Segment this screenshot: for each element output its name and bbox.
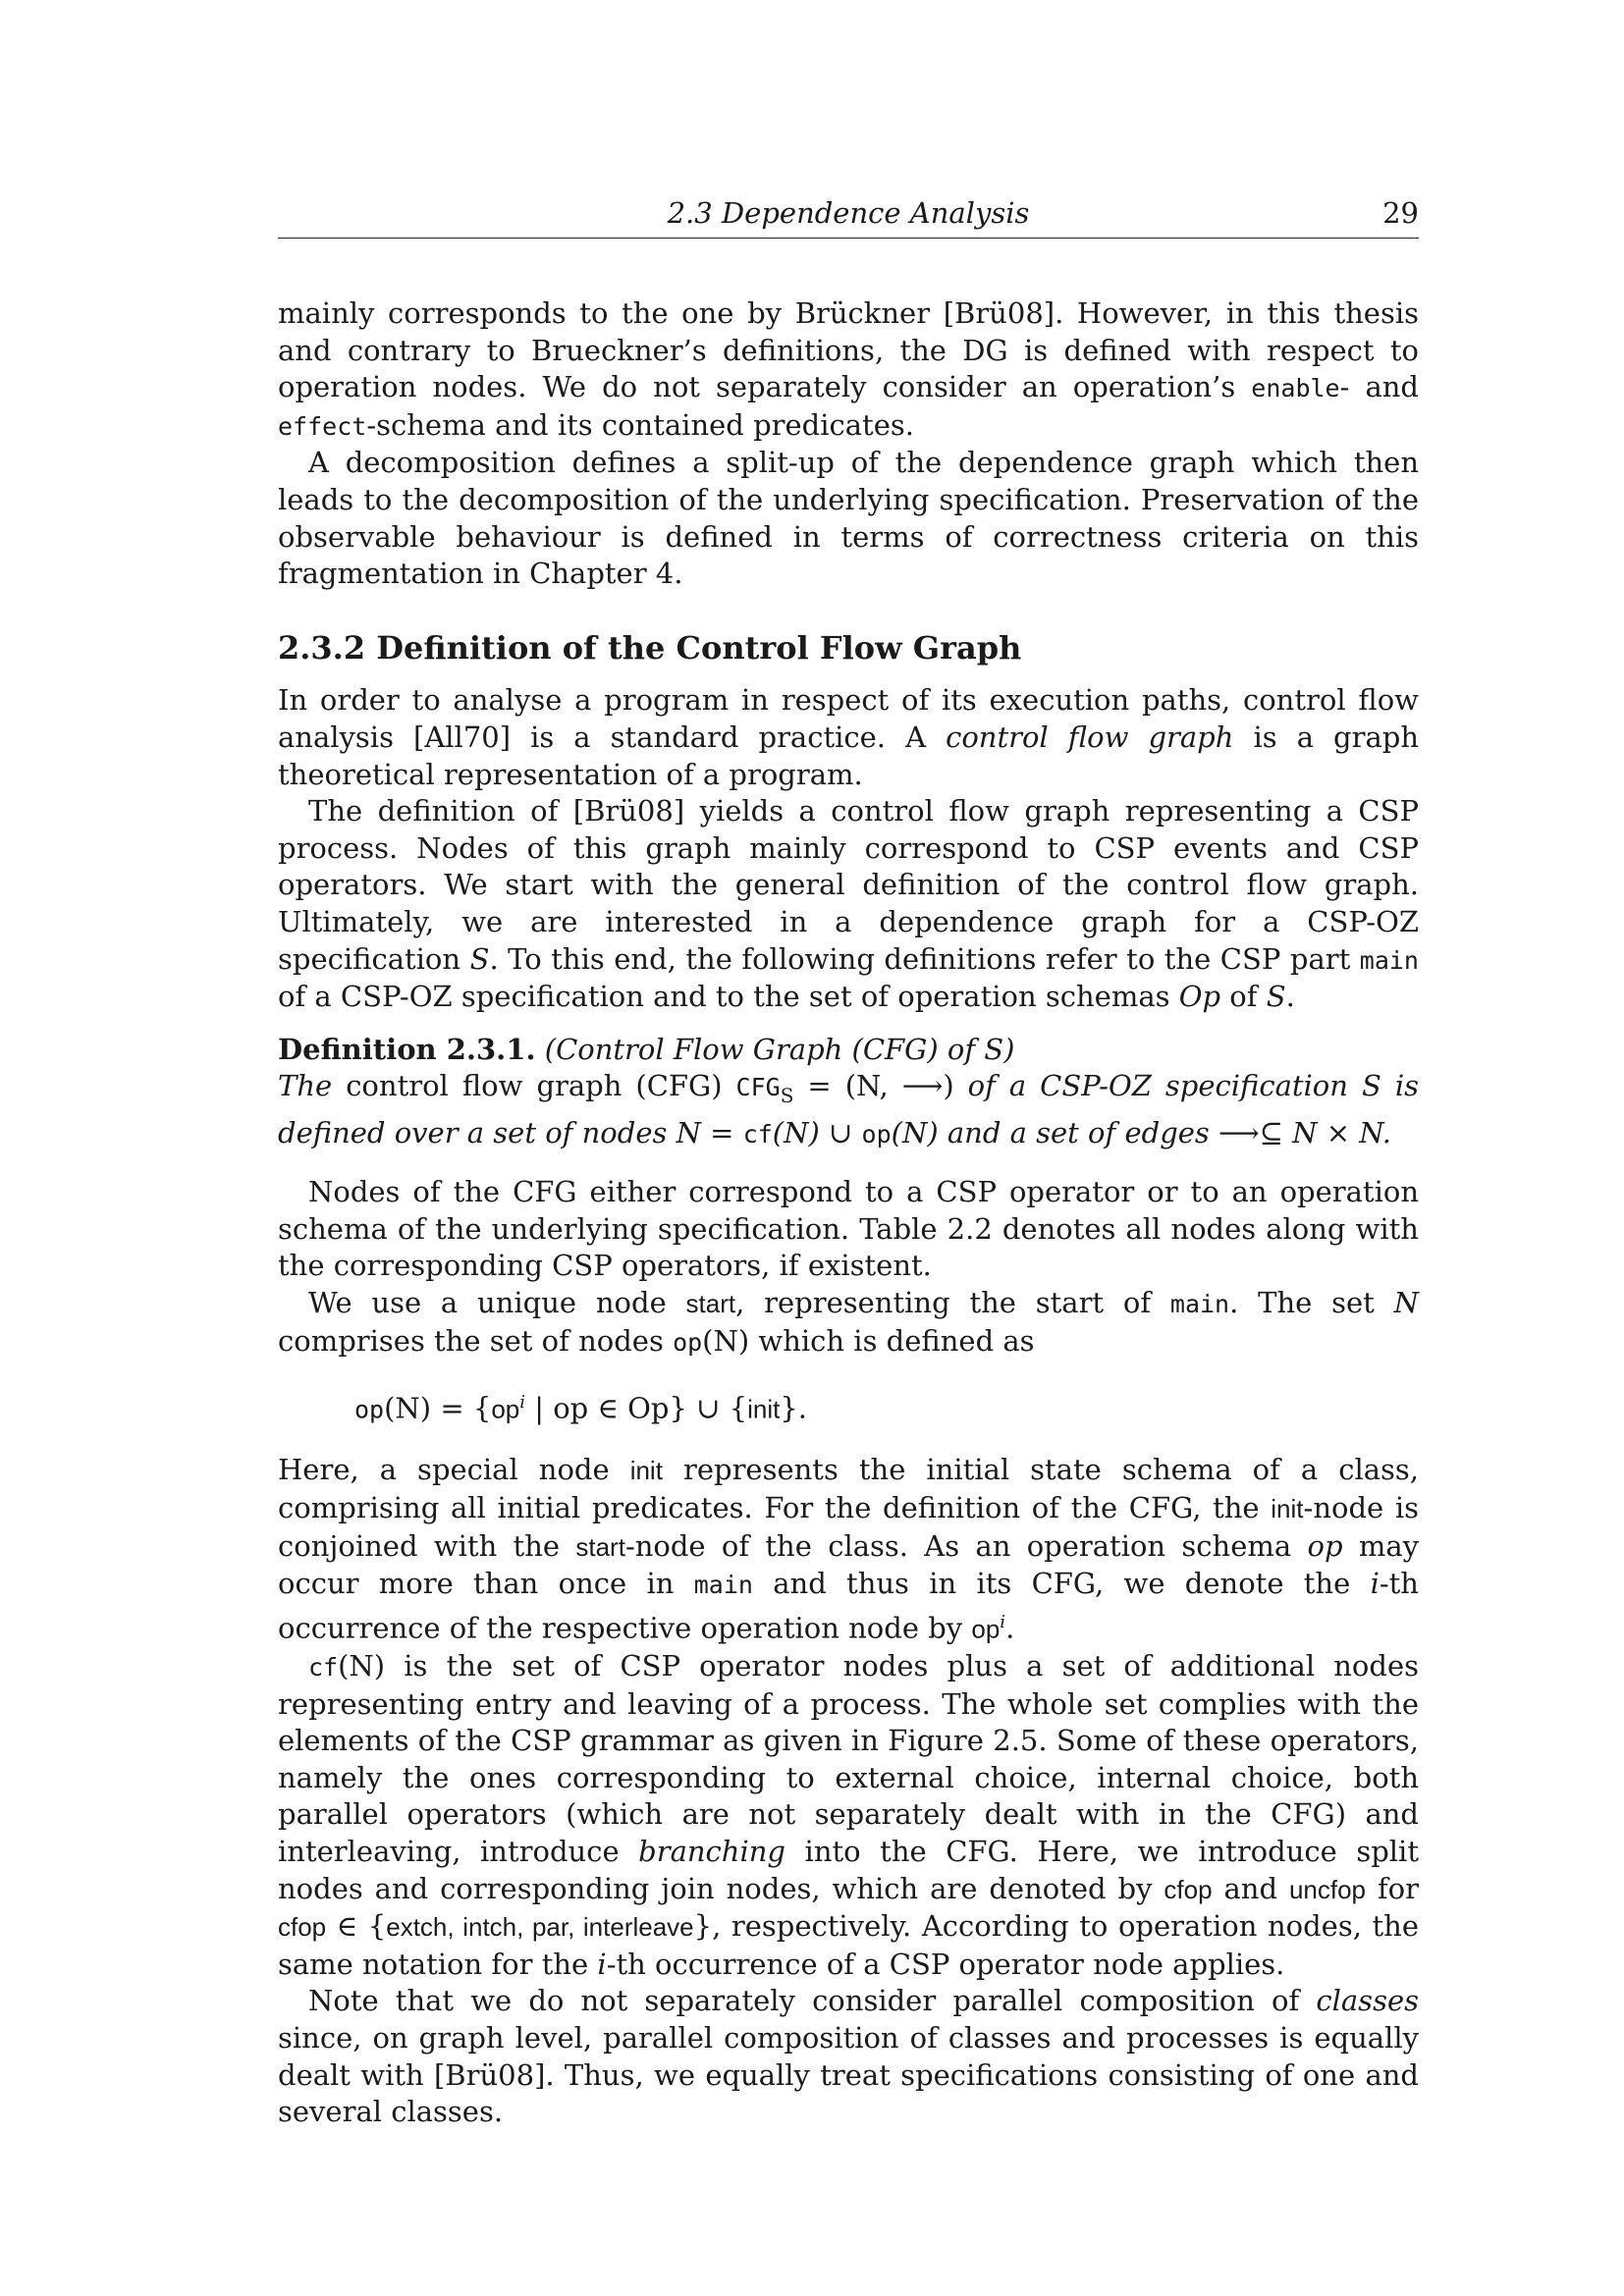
definition-body: The control flow graph (CFG) $CFG_S = (N$, ⟶) of a CSP-OZ specification S is defined over a set of nodes N = cf(N) ∪ op(N) and a set of edges ⟶⊆ N × N. (278, 1069, 1419, 1149)
code-enable: enable (1251, 374, 1340, 403)
paragraph-9: Note that we do not separately consider parallel composition of classes since, on graph level, parallel composition of classes and processes is equally dealt with [Brü08]. Thus, we equally treat specifications consisting of one and several classes. (278, 1984, 1419, 2129)
definition-label: Definition 2.3.1. (278, 1032, 536, 1066)
definition-title: Definition 2.3.1. (Control Flow Graph (CFG) of S) (278, 1032, 1015, 1066)
paragraph-7: Here, a special node init represents the initial state schema of a class, comprising all initial predicates. For the definition of the CFG, the init-node is conjoined with the start-node of the class. As an operation schema op may occur more than once in main and thus in its CFG, we denote the i-th occurrence of the respective operation node by $op^i$. (278, 1453, 1419, 1645)
code-effect: effect (278, 411, 367, 441)
paragraph-1: mainly corresponds to the one by Brückner [Brü08]. However, in this thesis and contrary to Brueckner’s definitions, the DG is defined with respect to operation nodes. We do not separately consider an operation’s enable- and effect-schema and its contained predicates. (278, 296, 1419, 442)
paragraph-5: Nodes of the CFG either correspond to a CSP operator or to an operation schema of the underlying specification. Table 2.2 denotes all nodes along with the corresponding CSP operators, if existent. (278, 1175, 1419, 1283)
body-text (278, 295, 1419, 2131)
paragraph-6: We use a unique node start, representing the start of main. The set N comprises the set of nodes op(N) which is defined as (278, 1286, 1419, 1358)
section-heading: 2.3.2 Definition of the Control Flow Graph (278, 628, 1022, 667)
page-number: 29 (1382, 196, 1419, 230)
formula-op-n: $op(N) = \{op^i$ | op ∈ Op} ∪ {init}. (354, 1391, 808, 1425)
running-header (278, 194, 1419, 239)
paragraph-4: The definition of [Brü08] yields a control flow graph representing a CSP process. Nodes of this graph mainly correspond to CSP events and CSP operators. We start with the general definition of the control flow graph. Ultimately, we are interested in a dependence graph for a CSP-OZ specification S. To this end, the following definitions refer to the CSP part main of a CSP-OZ specification and to the set of operation schemas Op of S. (278, 794, 1419, 1014)
paragraph-2: A decomposition defines a split-up of the dependence graph which then leads to the decomposition of the underlying specification. Preservation of the observable behaviour is defined in terms of correctness criteria on this fragmentation in Chapter 4. (278, 446, 1419, 591)
page (278, 194, 1419, 2131)
code-main: main (1359, 945, 1419, 975)
paragraph-8: cf(N) is the set of CSP operator nodes plus a set of additional nodes representing entry and leaving of a process. The whole set complies with the elements of the CSP grammar as given in Figure 2.5. Some of these operators, namely the ones corresponding to external choice, internal choice, both parallel operators (which are not separately dealt with in the CFG) and interleaving, introduce branching into the CFG. Here, we introduce split nodes and corresponding join nodes, which are denoted by cfop and uncfop for cfop ∈ {extch, intch, par, interleave}, respectively. According to operation nodes, the same notation for the i-th occurrence of a CSP operator node applies. (278, 1649, 1420, 1981)
paragraph-3: In order to analyse a program in respect of its execution paths, control flow analysis [All70] is a standard practice. A control flow graph is a graph theoretical representation of a program. (278, 683, 1420, 791)
definition-block (278, 1032, 1419, 1153)
section-title: 2.3 Dependence Analysis (667, 196, 1030, 230)
